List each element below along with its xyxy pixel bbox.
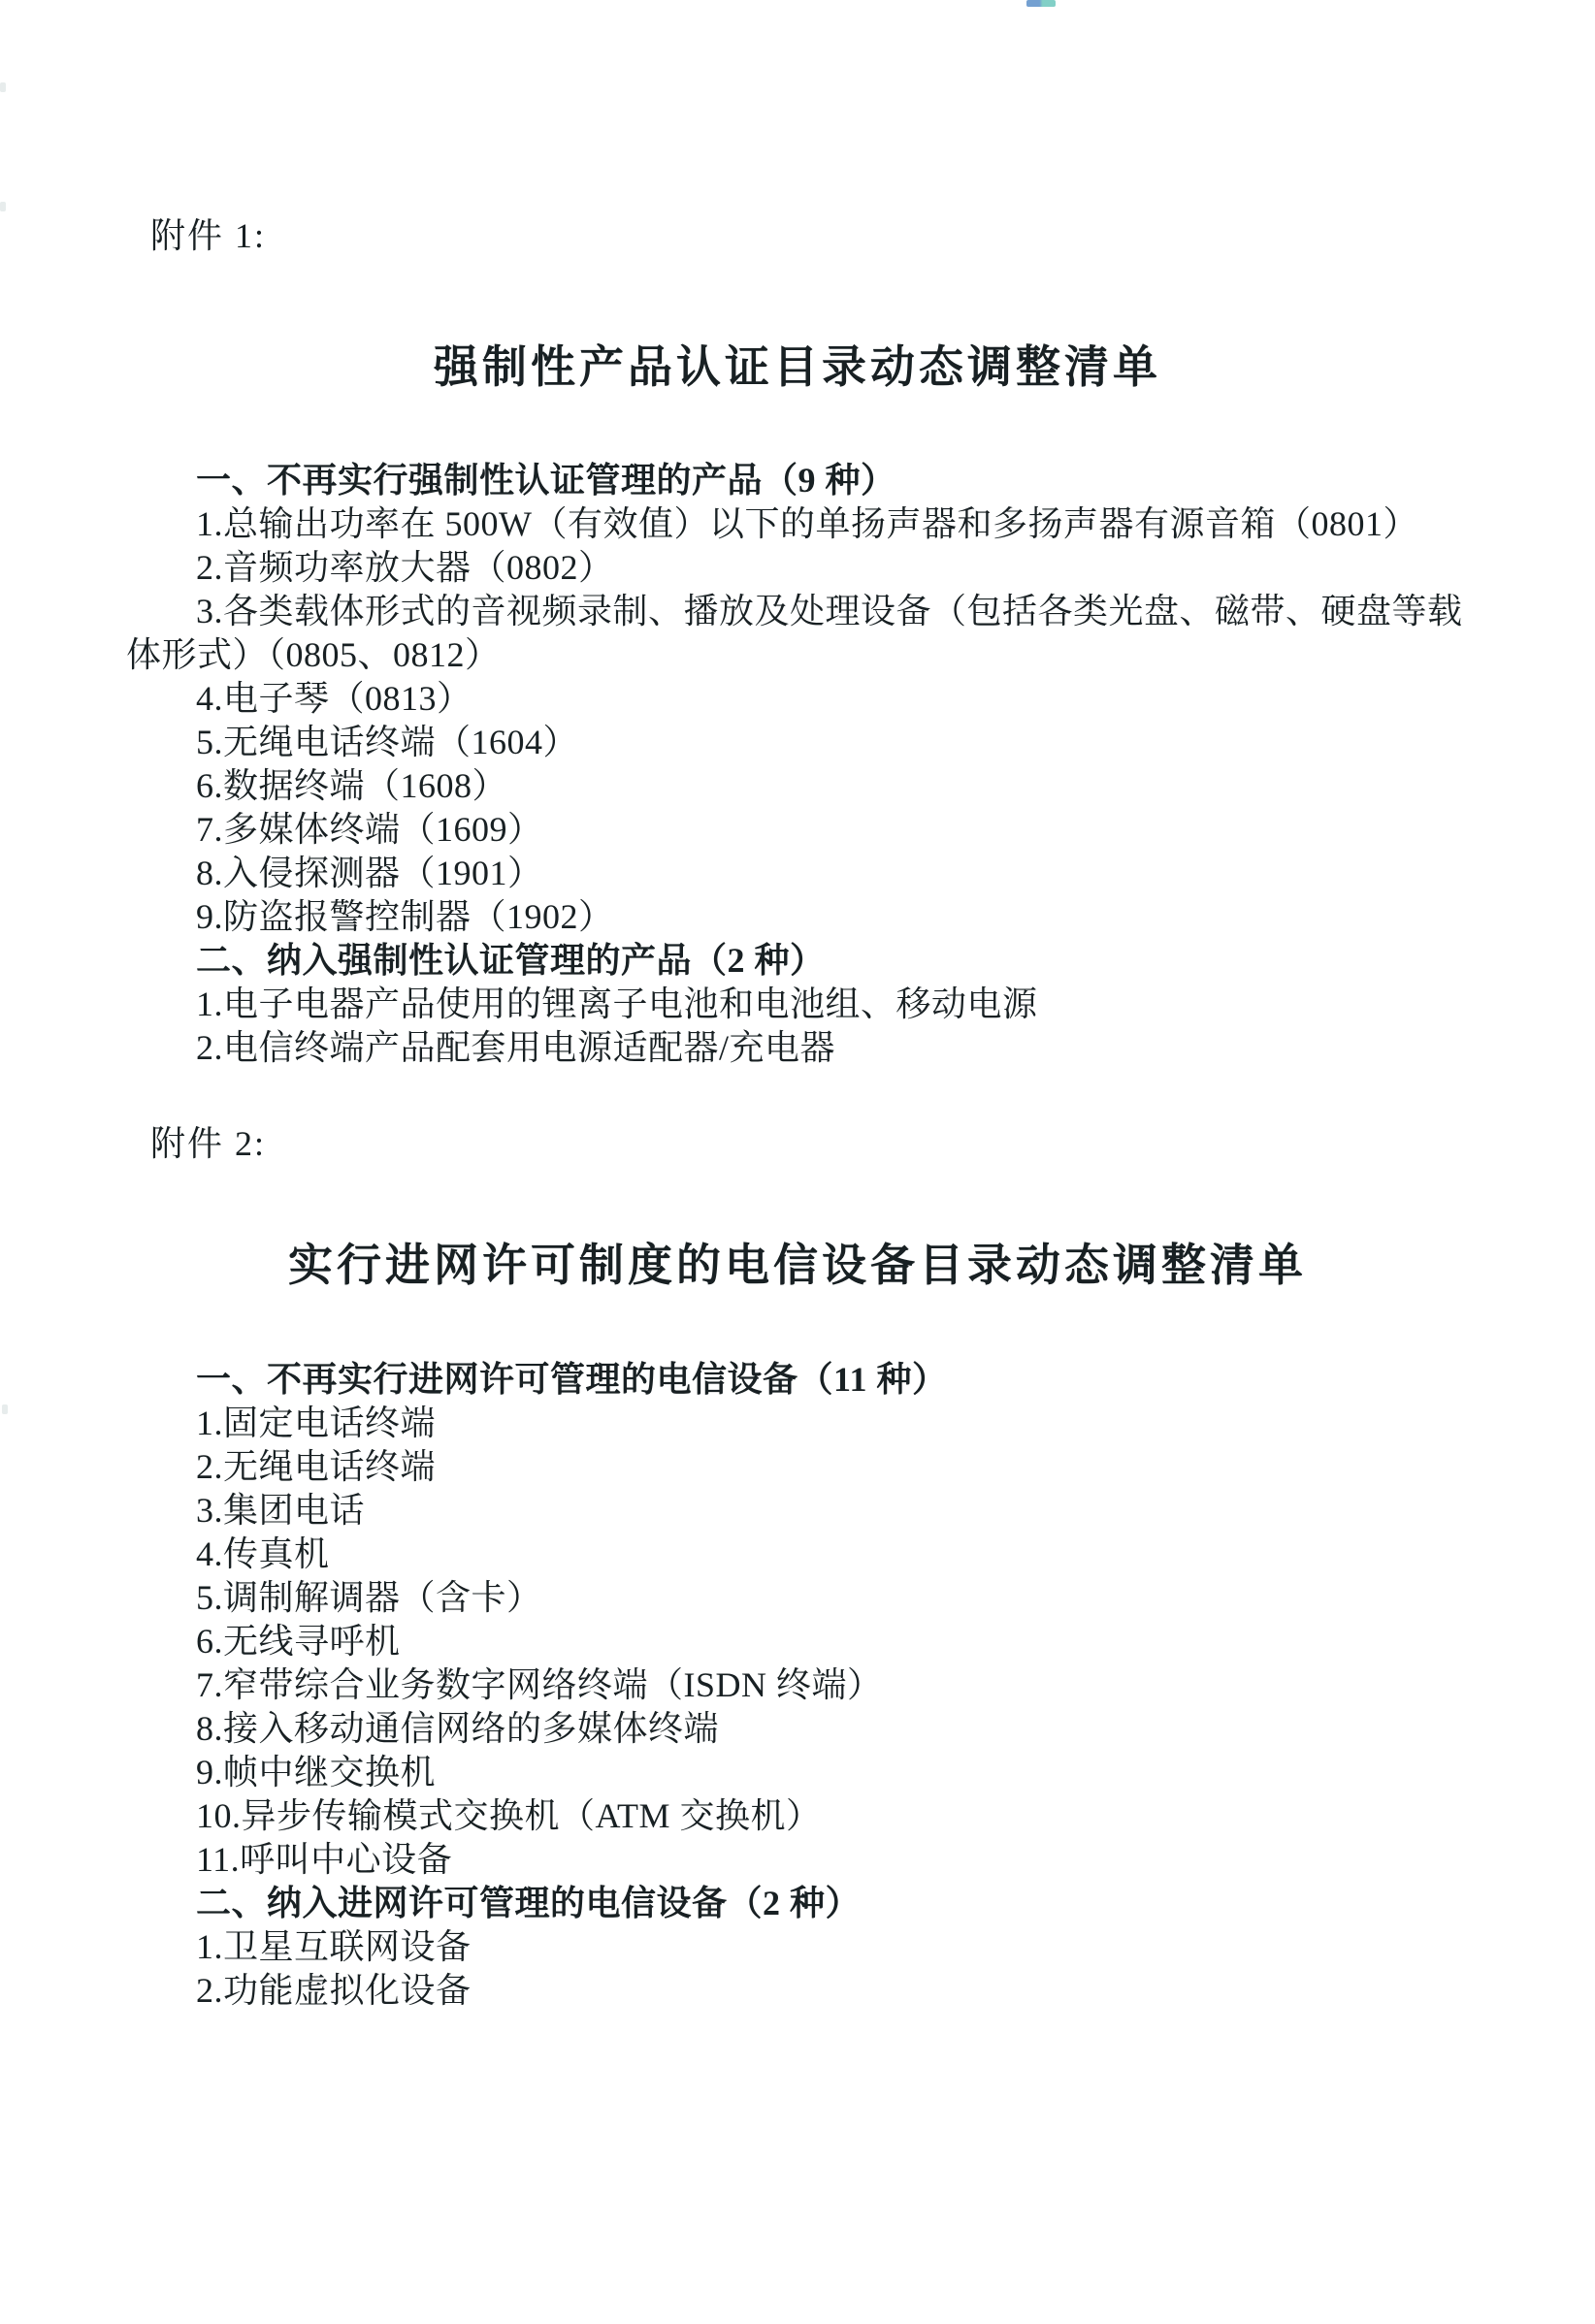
attachment2-body	[126, 1358, 1477, 2013]
list-item: 9.防盗报警控制器（1902）	[196, 897, 614, 936]
list-item: 7.窄带综合业务数字网络终端（ISDN 终端）	[196, 1665, 883, 1704]
section-heading: 一、不再实行强制性认证管理的产品（9 种）	[196, 461, 896, 500]
list-item: 5.无绳电话终端（1604）	[196, 723, 579, 761]
list-item: 3.集团电话	[196, 1491, 366, 1530]
list-item: 3.各类载体形式的音视频录制、播放及处理设备（包括各类光盘、磁带、硬盘等载体形式）（0805、0812）	[126, 592, 1463, 674]
list-item: 10.异步传输模式交换机（ATM 交换机）	[196, 1796, 822, 1835]
list-item: 8.接入移动通信网络的多媒体终端	[196, 1709, 720, 1748]
list-item: 5.调制解调器（含卡）	[196, 1578, 542, 1617]
list-item: 2.电信终端产品配套用电源适配器/充电器	[196, 1028, 836, 1067]
scan-artifact-mark	[1026, 0, 1056, 7]
list-item: 1.电子电器产品使用的锂离子电池和电池组、移动电源	[196, 984, 1038, 1023]
section-heading: 二、纳入进网许可管理的电信设备（2 种）	[196, 1884, 862, 1922]
list-item: 2.功能虚拟化设备	[196, 1971, 472, 2010]
list-item: 8.入侵探测器（1901）	[196, 854, 543, 892]
scan-speck	[2, 1404, 8, 1414]
list-item: 4.电子琴（0813）	[196, 679, 472, 718]
list-item: 6.数据终端（1608）	[196, 766, 508, 805]
section-heading: 二、纳入强制性认证管理的产品（2 种）	[196, 941, 826, 980]
attachment2-title: 实行进网许可制度的电信设备目录动态调整清单	[288, 1241, 1307, 1290]
list-item: 2.无绳电话终端	[196, 1447, 437, 1486]
scan-speck	[0, 202, 6, 211]
list-item: 1.总输出功率在 500W（有效值）以下的单扬声器和多扬声器有源音箱（0801）	[196, 504, 1418, 543]
attachment1-body	[126, 459, 1477, 1070]
list-item: 11.呼叫中心设备	[196, 1840, 453, 1879]
list-item: 4.传真机	[196, 1534, 330, 1573]
section-heading: 一、不再实行进网许可管理的电信设备（11 种）	[196, 1360, 948, 1399]
list-item: 6.无线寻呼机	[196, 1622, 401, 1661]
list-item: 2.音频功率放大器（0802）	[196, 548, 614, 587]
list-item: 9.帧中继交换机	[196, 1753, 437, 1791]
list-item: 1.固定电话终端	[196, 1404, 437, 1442]
attachment1-label: 附件 1:	[150, 216, 267, 255]
scan-speck	[0, 82, 6, 92]
list-item: 1.卫星互联网设备	[196, 1927, 472, 1966]
attachment2-label: 附件 2:	[150, 1124, 267, 1163]
attachment1-title: 强制性产品认证目录动态调整清单	[434, 342, 1161, 392]
list-item: 7.多媒体终端（1609）	[196, 810, 543, 849]
